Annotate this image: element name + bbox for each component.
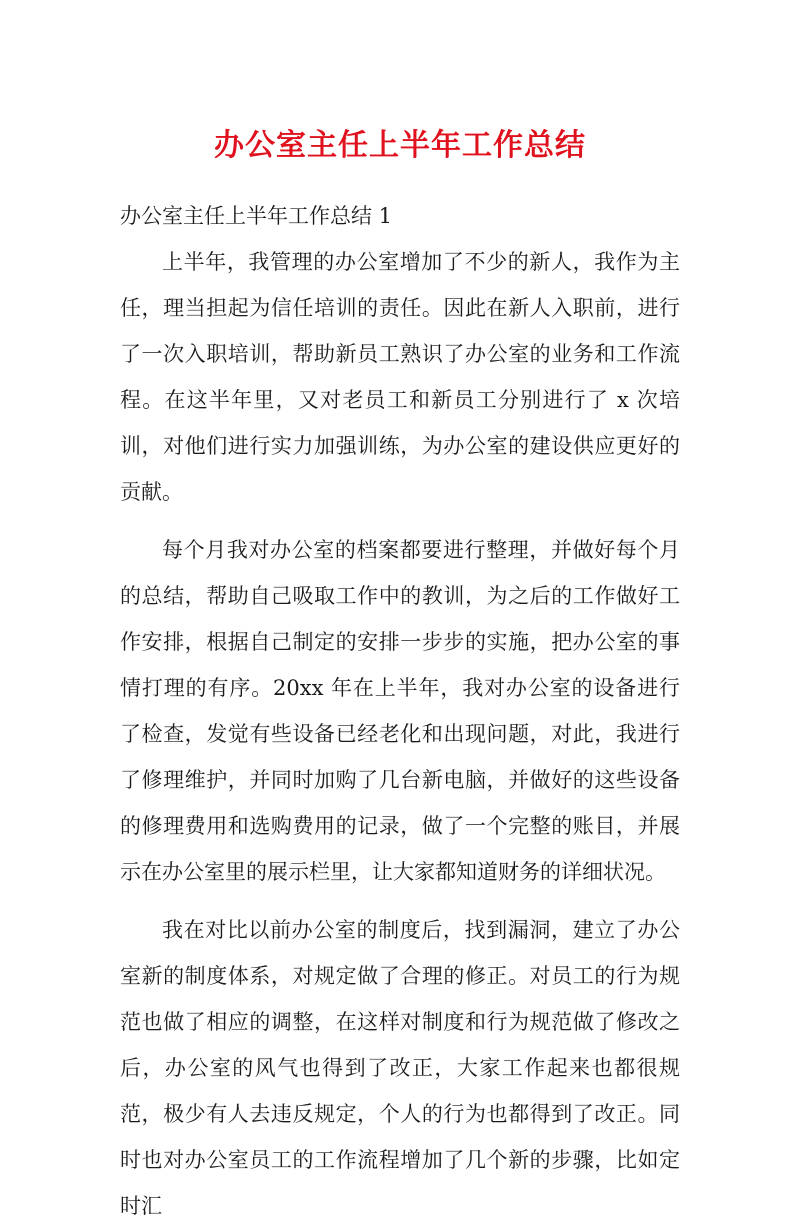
paragraph-1: 上半年，我管理的办公室增加了不少的新人，我作为主任，理当担起为信任培训的责任。因此在新人入职前，进行了一次入职培训，帮助新员工熟识了办公室的业务和工作流程。在这半年里，又对老员工和新员工分别进行了 x 次培训，对他们进行实力加强训练，为办公室的建设供应更好的贡献。 [120, 250, 680, 504]
paragraph-2: 每个月我对办公室的档案都要进行整理，并做好每个月的总结，帮助自己吸取工作中的教训，为之后的工作做好工作安排，根据自己制定的安排一步步的实施，把办公室的事情打理的有序。20xx 年在上半年，我对办公室的设备进行了检查，发觉有些设备已经老化和出现问题，对此，我进行了修理维护，并同时加购了几台新电脑，并做好的这些设备的修理费用和选购费用的记录，做了一个完整的账目，并展示在办公室里的展示栏里，让大家都知道财务的详细状况。 [120, 538, 680, 884]
document-body [120, 193, 680, 1218]
paragraph-3: 我在对比以前办公室的制度后，找到漏洞，建立了办公室新的制度体系，对规定做了合理的修正。对员工的行为规范也做了相应的调整，在这样对制度和行为规范做了修改之后，办公室的风气也得到了改正，大家工作起来也都很规范，极少有人去违反规定，个人的行为也都得到了改正。同时也对办公室员工的工作流程增加了几个新的步骤，比如定时汇 [120, 918, 680, 1218]
section-heading: 办公室主任上半年工作总结 1 [120, 204, 393, 228]
document-title: 办公室主任上半年工作总结 [214, 128, 586, 163]
